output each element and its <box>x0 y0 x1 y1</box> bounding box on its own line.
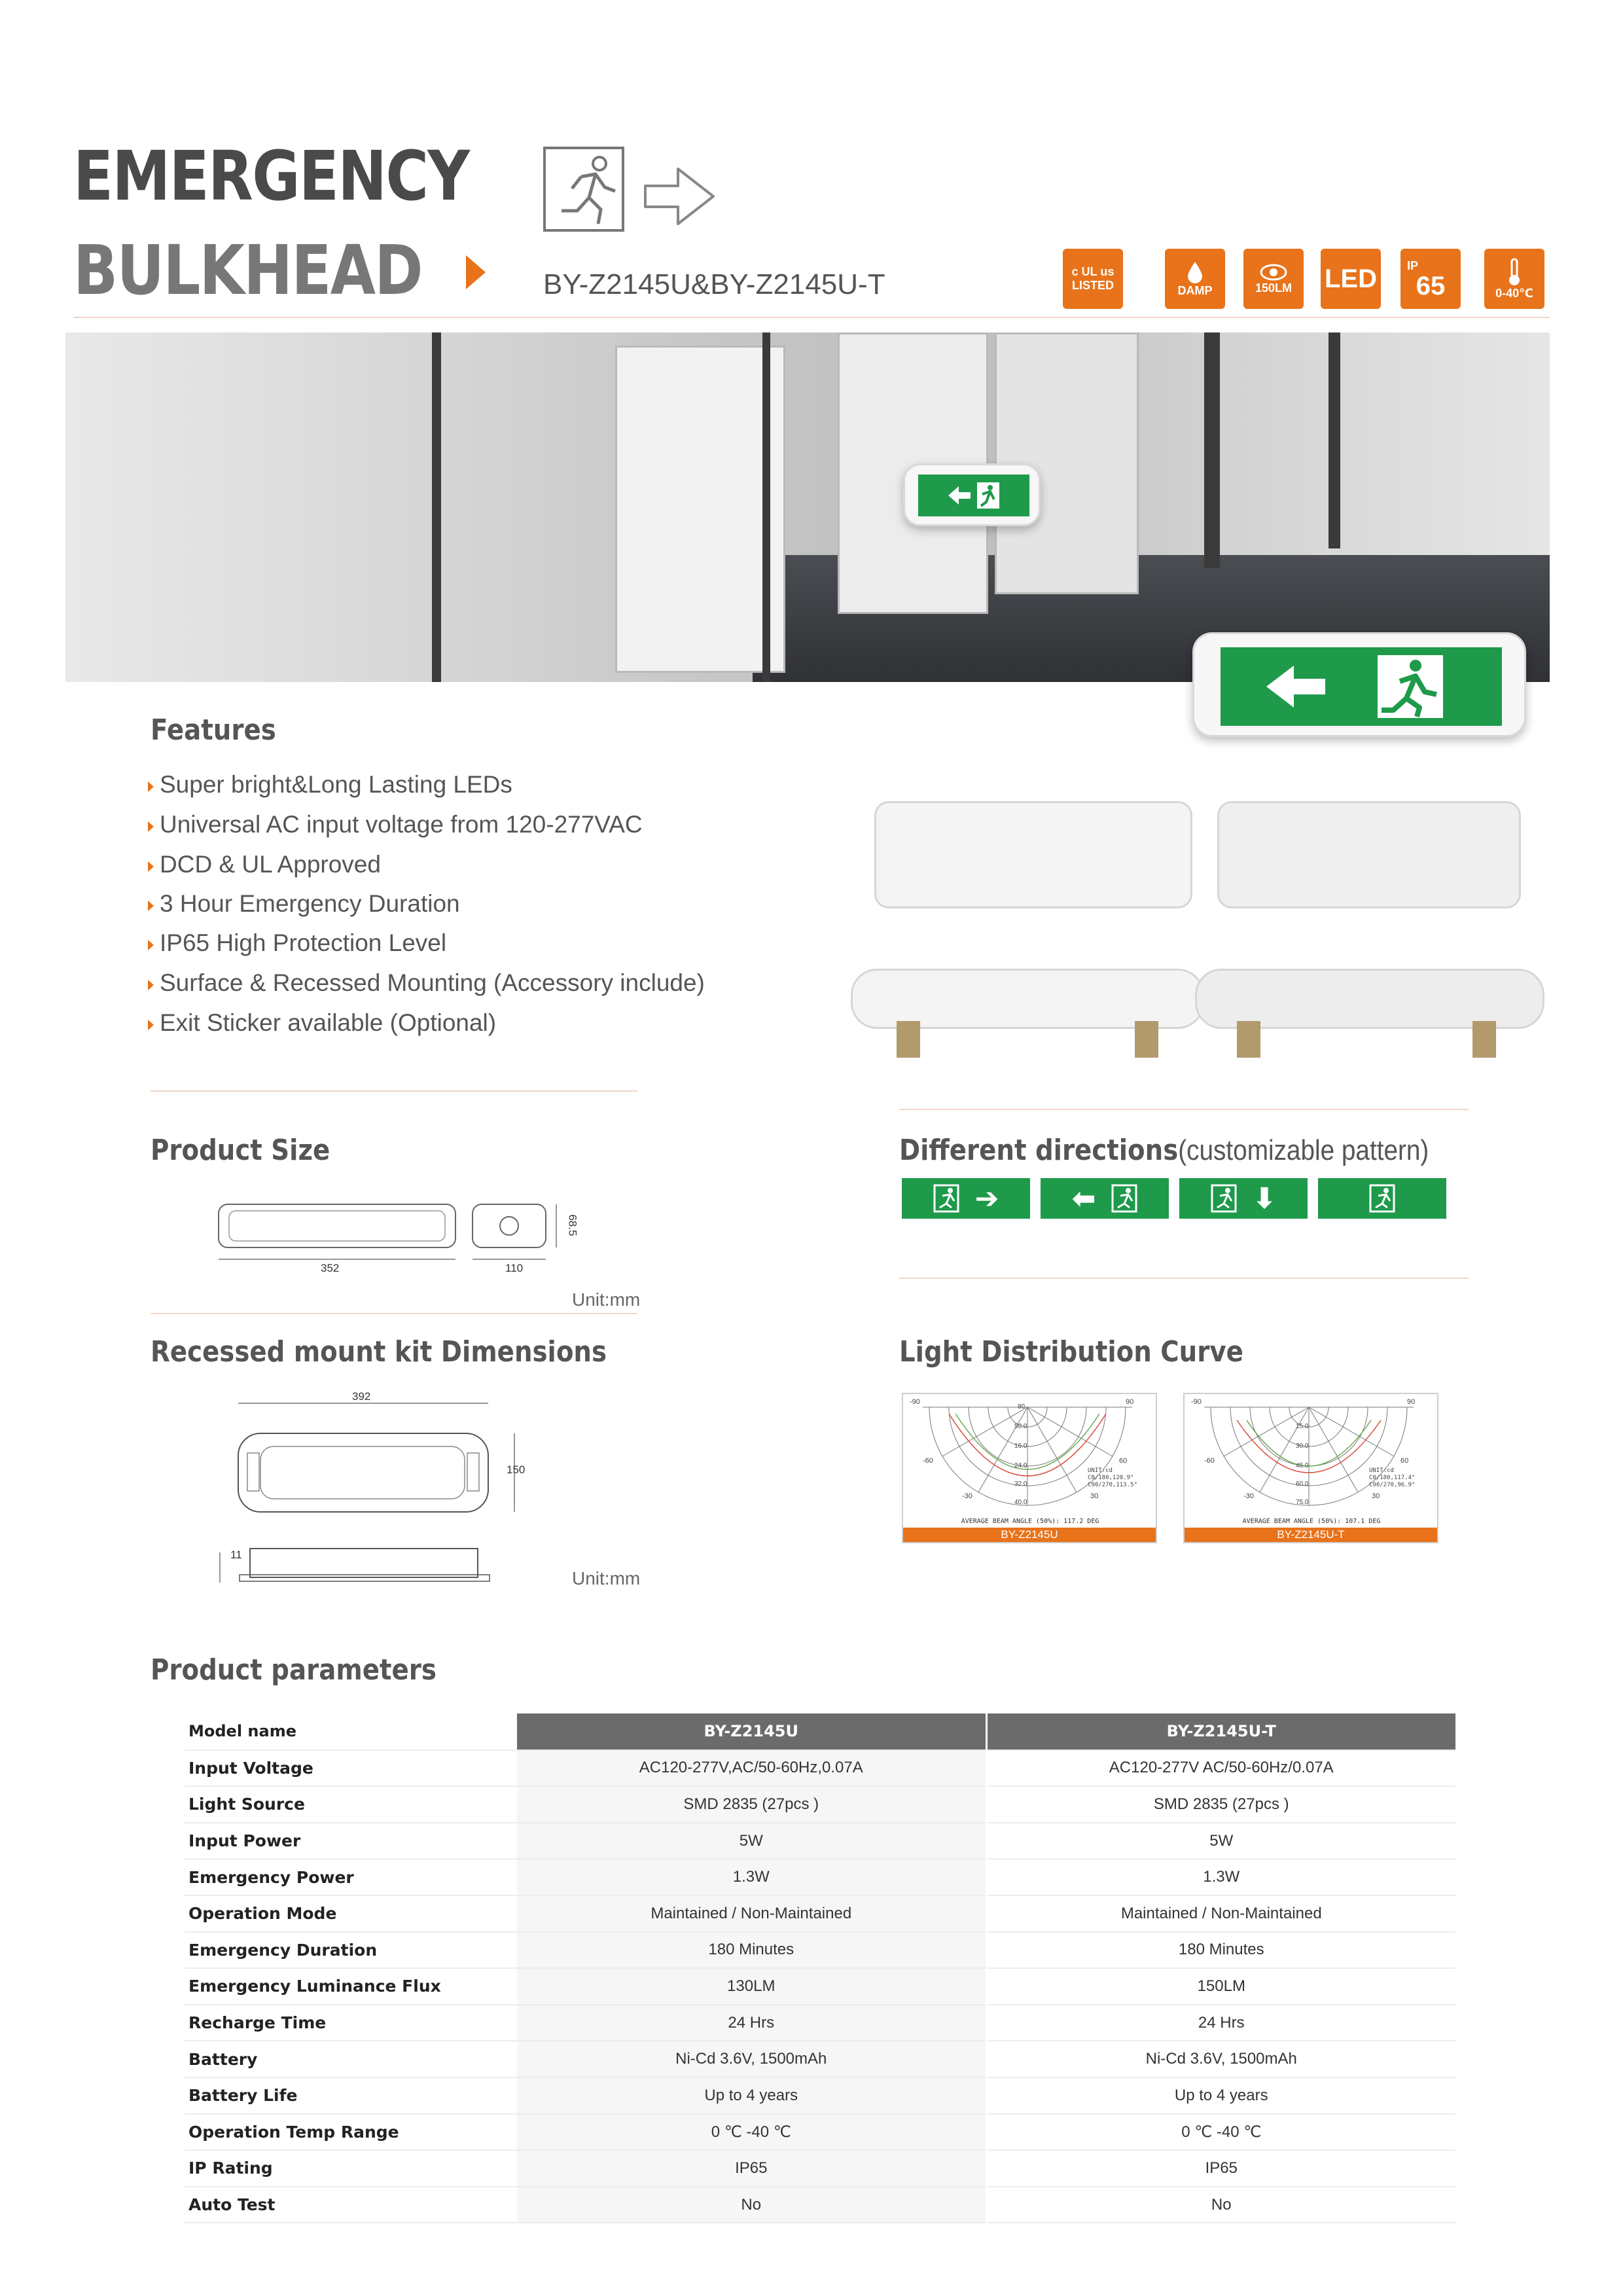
table-row <box>185 1968 1455 2005</box>
angle-label: 90 <box>1407 1398 1416 1406</box>
cell-model1: Maintained / Non-Maintained <box>517 1895 986 1932</box>
cell-model2: 0 ℃ -40 ℃ <box>986 2114 1455 2151</box>
legend-unit: UNIT:cd <box>1088 1467 1113 1474</box>
water-drop-icon <box>1185 260 1205 284</box>
feature-item: Super bright&Long Lasting LEDs <box>160 771 512 798</box>
cell-model1: 1.3W <box>517 1859 986 1895</box>
size-height-label: 68.5 <box>566 1214 579 1236</box>
direction-right-tile <box>902 1178 1030 1219</box>
cell-model2: AC120-277V AC/50-60Hz/0.07A <box>986 1750 1455 1787</box>
ring-label: 15.0 <box>1296 1423 1309 1430</box>
cell-model1: SMD 2835 (27pcs ) <box>517 1786 986 1823</box>
cell-model1: 5W <box>517 1823 986 1859</box>
bullet-icon <box>148 821 154 832</box>
feature-item: DCD & UL Approved <box>160 851 381 878</box>
led-badge-label: LED <box>1325 264 1377 293</box>
feature-item: Universal AC input voltage from 120-277VAC <box>160 811 643 838</box>
row-label: Light Source <box>185 1786 517 1823</box>
running-man-icon <box>1211 1184 1237 1213</box>
title-arrow-icon <box>466 255 486 289</box>
thermometer-icon <box>1507 258 1522 287</box>
direction-left-tile <box>1041 1178 1169 1219</box>
direction-plain-tile <box>1318 1178 1446 1219</box>
cell-model1: 24 Hrs <box>517 2005 986 2041</box>
led-badge <box>1321 249 1381 309</box>
row-label: Input Voltage <box>185 1750 517 1787</box>
door-frame <box>1204 332 1220 568</box>
legend-c0: C0/180,117.4° <box>1369 1475 1416 1481</box>
mounting-clip <box>1135 1021 1158 1058</box>
cell-model2: No <box>986 2187 1455 2223</box>
arrow-left-icon: ⬅ <box>1071 1182 1096 1215</box>
ring-label: 60.0 <box>1296 1480 1309 1488</box>
angle-label: -60 <box>1204 1457 1215 1465</box>
hero-photo <box>65 332 1550 682</box>
features-title: Features <box>151 713 276 747</box>
recessed-title: Recessed mount kit Dimensions <box>151 1335 607 1369</box>
section-divider <box>151 1090 637 1092</box>
row-label: Emergency Luminance Flux <box>185 1968 517 2005</box>
page-title-line2: BULKHEAD <box>73 230 422 310</box>
polar-grid <box>1185 1394 1437 1525</box>
cell-model1: 130LM <box>517 1968 986 2005</box>
damp-badge-label: DAMP <box>1177 283 1213 297</box>
ring-label: 80 <box>1018 1403 1026 1410</box>
eye-icon <box>1259 263 1288 281</box>
row-label: Input Power <box>185 1823 517 1859</box>
size-length-label: 352 <box>321 1262 340 1274</box>
light-curve-title: Light Distribution Curve <box>899 1335 1243 1369</box>
bullet-icon <box>148 940 154 950</box>
product-size-title: Product Size <box>151 1134 330 1167</box>
product-photo-recessed-opal <box>1195 969 1544 1029</box>
exit-sign-pictogram-icon <box>1253 651 1476 722</box>
angle-label: -30 <box>962 1492 972 1500</box>
size-unit: Unit:mm <box>572 1289 641 1310</box>
cell-model1: AC120-277V,AC/50-60Hz,0.07A <box>517 1750 986 1787</box>
row-label: Auto Test <box>185 2187 517 2223</box>
light-curve-chart-1 <box>902 1393 1157 1543</box>
arrow-right-icon: ➔ <box>974 1182 999 1215</box>
feature-item: Surface & Recessed Mounting (Accessory include) <box>160 969 705 996</box>
column-header-label: Model name <box>185 1713 517 1750</box>
product-photo-recessed-clear <box>851 969 1204 1029</box>
bullet-icon <box>148 901 154 911</box>
table-row <box>185 2005 1455 2041</box>
parameters-table <box>185 1713 1455 2223</box>
temperature-badge-label: 0-40℃ <box>1495 286 1533 300</box>
recessed-depth-label: 11 <box>230 1549 242 1561</box>
header-divider <box>73 317 1550 318</box>
ring-label: 32.0 <box>1014 1480 1027 1488</box>
curve-caption: BY-Z2145U-T <box>1185 1528 1437 1542</box>
ring-label: 24.0 <box>1014 1462 1027 1469</box>
recessed-width-label: 150 <box>507 1463 526 1476</box>
lumen-badge-label: 150LM <box>1255 281 1293 295</box>
curve-legend <box>1369 1467 1415 1489</box>
running-man-icon <box>1369 1184 1395 1213</box>
cell-model2: 5W <box>986 1823 1455 1859</box>
cell-model1: Up to 4 years <box>517 2077 986 2114</box>
exit-sign-product <box>1192 632 1526 737</box>
lumen-badge <box>1243 249 1304 309</box>
feature-item: 3 Hour Emergency Duration <box>160 890 460 917</box>
cell-model1: Ni-Cd 3.6V, 1500mAh <box>517 2041 986 2077</box>
angle-label: 30 <box>1372 1492 1380 1500</box>
column-header-model1: BY-Z2145U <box>517 1713 986 1750</box>
ip65-badge <box>1400 249 1461 309</box>
size-width-label: 110 <box>505 1262 524 1274</box>
running-man-icon <box>933 1184 959 1213</box>
cell-model1: No <box>517 2187 986 2223</box>
polar-grid <box>903 1394 1156 1525</box>
legend-c90: C90/270,96.9° <box>1369 1482 1416 1488</box>
column-header-model2: BY-Z2145U-T <box>986 1713 1455 1750</box>
table-row <box>185 2077 1455 2114</box>
section-divider <box>899 1278 1469 1279</box>
mounting-clip <box>897 1021 920 1058</box>
feature-item: IP65 High Protection Level <box>160 929 447 956</box>
bullet-icon <box>148 781 154 792</box>
row-label: Operation Mode <box>185 1895 517 1932</box>
row-label: Recharge Time <box>185 2005 517 2041</box>
cell-model2: Up to 4 years <box>986 2077 1455 2114</box>
legend-unit: UNIT:cd <box>1369 1467 1394 1474</box>
recessed-length-label: 392 <box>352 1390 371 1403</box>
ring-label: 50.0 <box>1014 1423 1027 1430</box>
ring-label: 45.0 <box>1296 1462 1309 1469</box>
mounting-clip <box>1472 1021 1496 1058</box>
angle-label: -30 <box>1243 1492 1254 1500</box>
directions-title <box>899 1134 1429 1167</box>
table-row <box>185 1895 1455 1932</box>
angle-label: 60 <box>1119 1457 1128 1465</box>
curve-caption: BY-Z2145U <box>903 1528 1156 1542</box>
recessed-kit-drawing <box>207 1393 534 1602</box>
row-label: Battery Life <box>185 2077 517 2114</box>
legend-c90: C90/270,113.5° <box>1088 1482 1137 1488</box>
angle-label: -60 <box>923 1457 933 1465</box>
ip-badge-top: IP <box>1407 259 1419 272</box>
ring-label: 16.0 <box>1014 1443 1027 1450</box>
table-row <box>185 1859 1455 1895</box>
cell-model2: IP65 <box>986 2150 1455 2187</box>
angle-label: -90 <box>1191 1398 1202 1406</box>
cell-model1: IP65 <box>517 2150 986 2187</box>
bullet-icon <box>148 861 154 872</box>
model-number: BY-Z2145U&BY-Z2145U-T <box>543 268 885 300</box>
beam-angle-note: AVERAGE BEAM ANGLE (50%): 117.2 DEG <box>961 1518 1099 1525</box>
door-frame <box>762 332 770 682</box>
running-man-icon <box>1111 1184 1137 1213</box>
damp-badge <box>1165 249 1225 309</box>
product-photo-clear <box>874 801 1192 908</box>
table-row <box>185 2187 1455 2223</box>
curve-legend <box>1088 1467 1137 1489</box>
door <box>615 346 785 673</box>
right-arrow-icon <box>641 164 720 229</box>
cell-model2: Maintained / Non-Maintained <box>986 1895 1455 1932</box>
table-row <box>185 2114 1455 2151</box>
ul-badge-bottom: LISTED <box>1071 279 1114 292</box>
beam-angle-note: AVERAGE BEAM ANGLE (50%): 107.1 DEG <box>1242 1518 1381 1525</box>
cell-model2: SMD 2835 (27pcs ) <box>986 1786 1455 1823</box>
table-row <box>185 1823 1455 1859</box>
feature-item: Exit Sticker available (Optional) <box>160 1009 497 1036</box>
cell-model1: 0 ℃ -40 ℃ <box>517 2114 986 2151</box>
table-row <box>185 2041 1455 2077</box>
ring-label: 40.0 <box>1014 1499 1027 1506</box>
table-row <box>185 2150 1455 2187</box>
ip-badge-value: 65 <box>1416 271 1446 300</box>
parameters-title: Product parameters <box>151 1653 437 1687</box>
directions-title-bold: Different directions <box>899 1134 1179 1167</box>
door-frame <box>432 332 441 682</box>
bullet-icon <box>148 1020 154 1030</box>
cell-model2: 24 Hrs <box>986 2005 1455 2041</box>
door-frame <box>1329 332 1340 548</box>
row-label: Operation Temp Range <box>185 2114 517 2151</box>
recessed-unit: Unit:mm <box>572 1568 641 1588</box>
row-label: IP Rating <box>185 2150 517 2187</box>
ul-badge-top: c UL us <box>1071 265 1115 278</box>
mounting-clip <box>1237 1021 1260 1058</box>
table-header-row <box>185 1713 1455 1750</box>
angle-label: 30 <box>1090 1492 1099 1500</box>
cell-model2: 1.3W <box>986 1859 1455 1895</box>
exit-sign-icon <box>944 480 1003 511</box>
row-label: Emergency Duration <box>185 1932 517 1969</box>
cell-model2: 180 Minutes <box>986 1932 1455 1969</box>
page-title-line1: EMERGENCY <box>73 136 469 216</box>
angle-label: 90 <box>1126 1398 1134 1406</box>
table-row <box>185 1932 1455 1969</box>
wall-exit-sign <box>903 463 1041 526</box>
arrow-down-icon: ⬇ <box>1252 1182 1277 1215</box>
row-label: Battery <box>185 2041 517 2077</box>
bullet-icon <box>148 980 154 990</box>
angle-label: -90 <box>910 1398 920 1406</box>
ring-label: 30.0 <box>1296 1443 1309 1450</box>
cell-model1: 180 Minutes <box>517 1932 986 1969</box>
product-photo-opal <box>1217 801 1521 908</box>
table-row <box>185 1750 1455 1787</box>
ring-label: 75.0 <box>1296 1499 1309 1506</box>
direction-down-tile <box>1179 1178 1308 1219</box>
table-row <box>185 1786 1455 1823</box>
cell-model2: Ni-Cd 3.6V, 1500mAh <box>986 2041 1455 2077</box>
temperature-badge <box>1484 249 1544 309</box>
angle-label: 60 <box>1400 1457 1409 1465</box>
cell-model2: 150LM <box>986 1968 1455 2005</box>
directions-title-normal: (customizable pattern) <box>1178 1134 1429 1166</box>
light-curve-chart-2 <box>1183 1393 1438 1543</box>
ul-listed-badge <box>1063 249 1123 309</box>
legend-c0: C0/180,120.9° <box>1088 1475 1134 1481</box>
row-label: Emergency Power <box>185 1859 517 1895</box>
section-divider <box>899 1109 1469 1110</box>
section-divider <box>151 1313 637 1314</box>
